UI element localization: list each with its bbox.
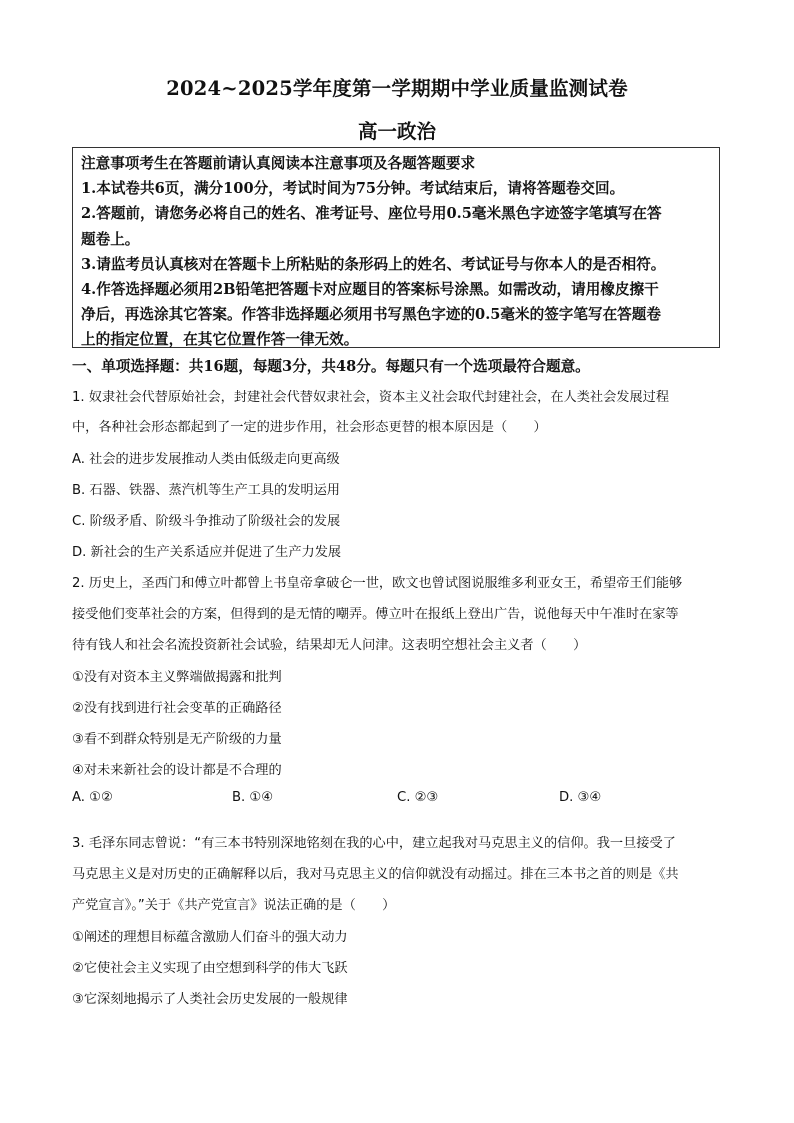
option-d: D. 新社会的生产关系适应并促进了生产力发展 [72,545,342,560]
section-heading: 一、单项选择题：共16题，每题3分，共48分。每题只有一个选项最符合题意。 [72,358,590,375]
question-stem-line: 3. 毛泽东同志曾说：“有三本书特别深地铭刻在我的心中，建立起我对马克思主义的信仰。我一旦接受了 [72,836,676,851]
notice-line: 注意事项考生在答题前请认真阅读本注意事项及各题答题要求 [81,155,476,172]
statement-item: ④对未来新社会的设计都是不合理的 [72,763,282,778]
question-stem-line: 中，各种社会形态都起到了一定的进步作用，社会形态更替的根本原因是（ ） [72,420,547,435]
notice-line: 题卷上。 [81,230,140,248]
choice-d: D. ③④ [559,790,602,805]
statement-item: ①没有对资本主义弊端做揭露和批判 [72,670,282,685]
exam-subject: 高一政治 [357,120,436,143]
statement-item: ①阐述的理想目标蕴含激励人们奋斗的强大动力 [72,930,348,945]
option-c: C. 阶级矛盾、阶级斗争推动了阶级社会的发展 [72,514,341,529]
notice-line: 净后，再选涂其它答案。作答非选择题必须用书写黑色字迹的0.5毫米的签字笔写在答题卷 [81,306,661,324]
notice-box [72,147,720,348]
question-stem-line: 1. 奴隶社会代替原始社会，封建社会代替奴隶社会，资本主义社会取代封建社会，在人类社会发展过程 [72,390,670,405]
choice-c: C. ②③ [397,790,439,805]
statement-item: ②没有找到进行社会变革的正确路径 [72,701,282,716]
question-stem-line: 2. 历史上，圣西门和傅立叶都曾上书皇帝拿破仑一世，欧文也曾试图说服维多利亚女王，希望帝王们能够 [72,576,683,591]
choice-row [72,790,722,810]
statement-item: ③它深刻地揭示了人类社会历史发展的一般规律 [72,992,348,1007]
notice-line: 上的指定位置，在其它位置作答一律无效。 [81,331,359,349]
question-stem-line: 待有钱人和社会名流投资新社会试验，结果却无人问津。这表明空想社会主义者（ ） [72,638,587,653]
choice-a: A. ①② [72,790,113,805]
notice-line: 1.本试卷共6页，满分100分，考试时间为75分钟。考试结束后，请将答题卷交回。 [81,180,625,198]
notice-line: 3.请监考员认真核对在答题卡上所粘贴的条形码上的姓名、考试证号与你本人的是否相符。 [81,255,666,273]
option-b: B. 石器、铁器、蒸汽机等生产工具的发明运用 [72,483,340,498]
choice-b: B. ①④ [232,790,274,805]
statement-item: ③看不到群众特别是无产阶级的力量 [72,732,282,747]
statement-item: ②它使社会主义实现了由空想到科学的伟大飞跃 [72,961,348,976]
option-a: A. 社会的进步发展推动人类由低级走向更高级 [72,452,340,467]
notice-line: 2.答题前，请您务必将自己的姓名、准考证号、座位号用0.5毫米黑色字迹签字笔填写在答 [81,205,662,223]
question-stem-line: 马克思主义是对历史的正确解释以后，我对马克思主义的信仰就没有动摇过。排在三本书之首的则是《共 [72,867,679,882]
question-stem-line: 产党宣言》。”关于《共产党宣言》说法正确的是（ ） [72,898,396,913]
notice-line: 4.作答选择题必须用2B铅笔把答题卡对应题目的答案标号涂黑。如需改动，请用橡皮擦干 [81,281,659,299]
question-stem-line: 接受他们变革社会的方案，但得到的是无情的嘲弄。傅立叶在报纸上登出广告，说他每天中午准时在家等 [72,607,679,622]
exam-title: 2024~2025学年度第一学期期中学业质量监测试卷 [166,77,628,100]
